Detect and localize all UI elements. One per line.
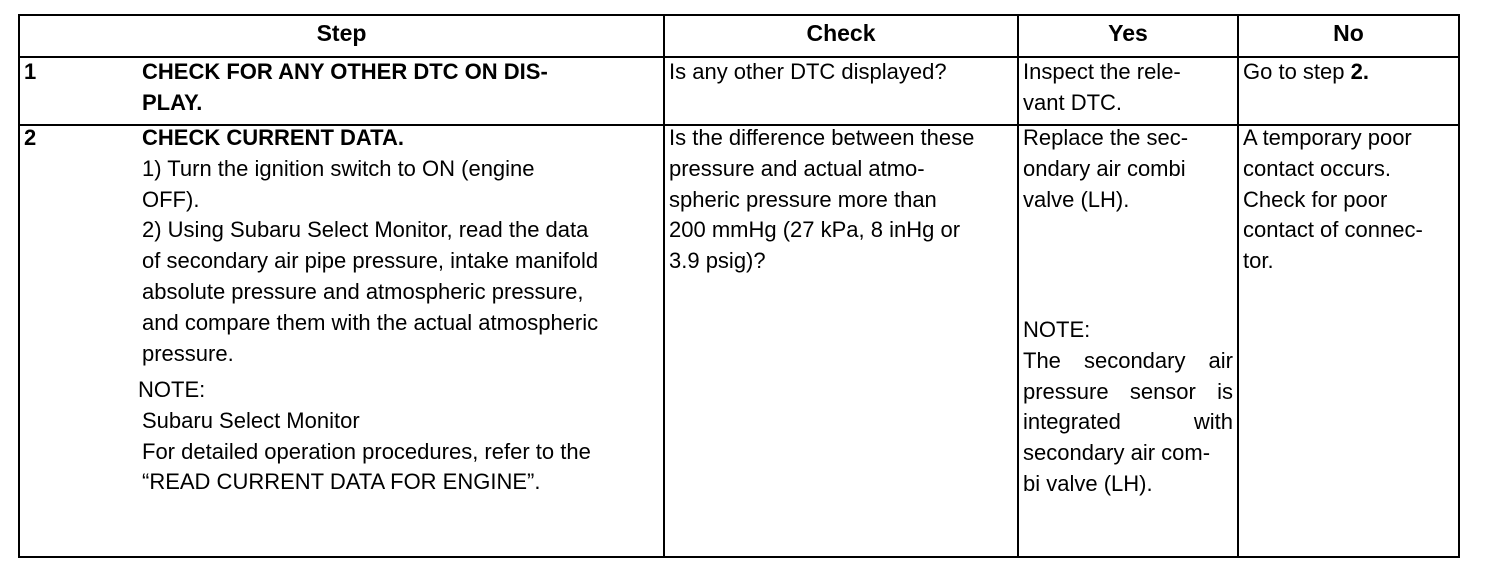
note-line: secondary air com-	[1023, 440, 1211, 466]
check-line: 3.9 psig)?	[669, 248, 766, 274]
header-step: Step	[316, 20, 367, 46]
header-no: No	[1333, 20, 1364, 46]
no-prefix: Go to step	[1243, 59, 1351, 84]
check-line: spheric pressure more than	[669, 186, 937, 212]
note-line: bi valve (LH).	[1023, 470, 1153, 496]
yes-line: ondary air combi	[1023, 155, 1186, 181]
step-title-line: PLAY.	[142, 89, 203, 115]
step-line: pressure.	[142, 340, 234, 366]
note-label: NOTE:	[1023, 317, 1091, 342]
column-divider	[1237, 16, 1239, 556]
diagnostic-table	[18, 14, 1460, 558]
step-line: 2) Using Subaru Select Monitor, read the data	[142, 217, 589, 243]
no-line: A temporary poor	[1243, 125, 1412, 150]
note-line: The secondary air	[1023, 347, 1233, 373]
note-line: pressure sensor is	[1023, 378, 1233, 404]
column-divider	[663, 16, 665, 556]
step-title	[142, 57, 657, 119]
step-number: 2	[24, 125, 37, 150]
step-line: OFF).	[142, 186, 200, 212]
no-text	[1243, 123, 1455, 277]
step-title: CHECK CURRENT DATA.	[142, 125, 404, 150]
check-text	[669, 123, 1014, 277]
check-line: Is the difference between these	[669, 125, 975, 150]
step-line: absolute pressure and atmospheric pressure,	[142, 278, 584, 304]
step-note	[138, 375, 658, 498]
note-line: Subaru Select Monitor	[142, 407, 360, 433]
yes-line: vant DTC.	[1023, 89, 1123, 115]
no-line: contact of connec-	[1243, 217, 1423, 243]
header-check: Check	[806, 20, 876, 46]
column-divider	[1017, 16, 1019, 556]
step-body	[142, 123, 662, 369]
yes-text	[1023, 123, 1235, 215]
header-yes: Yes	[1108, 20, 1148, 46]
yes-line: Replace the sec-	[1023, 125, 1189, 150]
check-line: 200 mmHg (27 kPa, 8 inHg or	[669, 217, 961, 243]
note-line: For detailed operation procedures, refer to the	[142, 438, 591, 464]
no-text	[1243, 57, 1455, 88]
step-line: and compare them with the actual atmospheric	[142, 309, 599, 335]
yes-line: valve (LH).	[1023, 186, 1130, 212]
no-step-ref: 2.	[1350, 59, 1369, 84]
note-line: integrated with	[1023, 409, 1233, 435]
check-text: Is any other DTC displayed?	[669, 59, 947, 84]
note-label: NOTE:	[138, 377, 206, 402]
yes-note	[1023, 315, 1233, 500]
step-line: 1) Turn the ignition switch to ON (engine	[142, 155, 535, 181]
yes-line: Inspect the rele-	[1023, 59, 1181, 84]
step-number: 1	[24, 59, 37, 84]
no-line: contact occurs.	[1243, 155, 1391, 181]
no-line: tor.	[1243, 248, 1274, 274]
step-title-line: CHECK FOR ANY OTHER DTC ON DIS-	[142, 59, 548, 84]
yes-text	[1023, 57, 1235, 119]
note-line: “READ CURRENT DATA FOR ENGINE”.	[142, 469, 541, 495]
step-line: of secondary air pipe pressure, intake manifold	[142, 248, 599, 274]
check-line: pressure and actual atmo-	[669, 155, 925, 181]
no-line: Check for poor	[1243, 186, 1388, 212]
